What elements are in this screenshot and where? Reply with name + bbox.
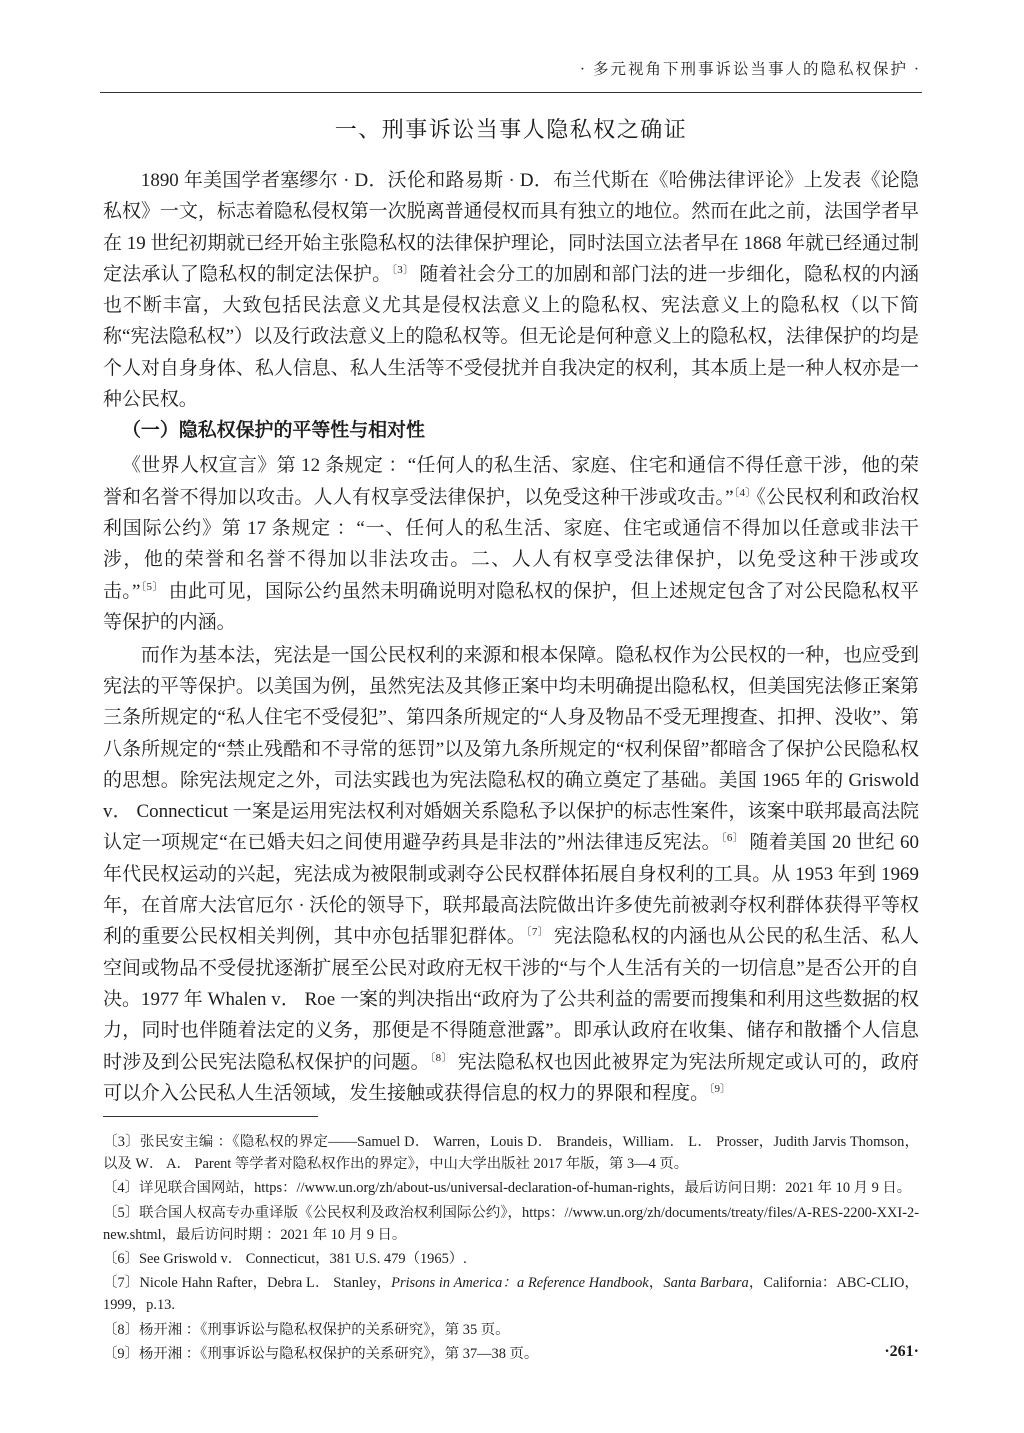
footnote-mark: 〔9〕 [103, 1345, 139, 1362]
header-rule [100, 92, 922, 93]
footnote-ref-4: 〔4〕 [733, 486, 757, 499]
paragraph-text: 《公民权利和政治权利国际公约》第 17 条规定 ：“一、任何人的私生活、家庭、住宅或通信不得加以任意或非法干涉，他的荣誉和名誉不得加以非法攻击。二、人人有权享受法律保护，以免受这种干涉或攻击。” [103, 486, 920, 602]
footnote-book-title: Prisons in America：a Reference Handbook [391, 1275, 649, 1292]
footnote-ref-5: 〔5〕 [140, 580, 164, 593]
paragraph-2 [103, 450, 919, 638]
paragraph-text: 随着美国 20 世纪 60 年代民权运动的兴起，宪法成为被限制或剥夺公民权群体拓展自身权利的工具。从 1953 年到 1969 年，在首席大法官厄尔 · 沃伦的领导下，联邦最高法院做出许多使先前被剥夺权利群体获得平等权利的重要公民权相关判例，其中亦包括罪犯群体。 [103, 832, 919, 948]
footnote-mark: 〔3〕 [103, 1134, 140, 1151]
footnote-7 [103, 1272, 919, 1316]
footnote-ref-3: 〔3〕 [391, 263, 415, 276]
footnote-8 [103, 1319, 919, 1341]
paragraph-3 [103, 640, 919, 1109]
footnote-rule [103, 1116, 318, 1117]
footnote-text: 联合国人权高专办重译版《公民权利及政治权利国际公约》，https：//www.un.org/zh/documents/treaty/files/A-RES-2200-XXI-2-new.shtml，最后访问时期 ：2021 年 10 月 9 日。 [103, 1204, 919, 1243]
paragraph-text: 而作为基本法，宪法是一国公民权利的来源和根本保障。隐私权作为公民权的一种，也应受到宪法的平等保护。以美国为例，虽然宪法及其修正案中均未明确提出隐私权，但美国宪法修正案第三条所规定的“私人住宅不受侵犯”、第四条所规定的“人身及物品不受无理搜查、扣押、没收”、第八条所规定的“禁止残酷和不寻常的惩罚”以及第九条所规定的“权利保留”都暗含了保护公民隐私权的思想。除宪法规定之外，司法实践也为宪法隐私权的确立奠定了基础。美国 1965 年的 Griswold v． Connecticut 一案是运用宪法权利对婚姻关系隐私予以保护的标志性案件，该案中联邦最高法院认定一项规定“在已婚夫妇之间使用避孕药具是非法的”州法律违反宪法。 [103, 644, 919, 854]
footnote-text: ， [648, 1275, 664, 1292]
footnote-ref-9: 〔9〕 [709, 1082, 732, 1095]
footnote-mark: 〔6〕 [103, 1250, 139, 1267]
footnote-text: ，California：ABC-CLIO，1999，p.13. [103, 1275, 919, 1314]
paragraph-text: 1890 年美国学者塞缪尔 · D．沃伦和路易斯 · D．布兰代斯在《哈佛法律评论》上发表《论隐私权》一文，标志着隐私侵权第一次脱离普通侵权而具有独立的地位。然而在此之前，法国学者早在 19 世纪初期就已经开始主张隐私权的法律保护理论，同时法国立法者早在 1868 年就已经通过制定法承认了隐私权的制定法保护。 [103, 170, 919, 285]
paragraph-text: 《世界人权宣言》第 12 条规定 ：“任何人的私生活、家庭、住宅和通信不得任意干涉，他的荣誉和名誉不得加以攻击。人人有权享受法律保护，以免受这种干涉或攻击。” [103, 455, 919, 508]
section-title: 一、刑事诉讼当事人隐私权之确证 [334, 117, 688, 142]
footnote-text: 杨开湘 ：《刑事诉讼与隐私权保护的关系研究》，第 37—38 页。 [138, 1345, 539, 1362]
paragraph-text: 宪法隐私权也因此被界定为宪法所规定或认可的，政府可以介入公民私人生活领域，发生接触或获得信息的权力的界限和程度。 [103, 1051, 919, 1104]
running-header: · 多元视角下刑事诉讼当事人的隐私权保护 · [579, 61, 921, 78]
footnote-4 [103, 1177, 919, 1199]
paragraph-text: 宪法隐私权的内涵也从公民的私生活、私人空间或物品不受侵扰逐渐扩展至公民对政府无权干涉的“与个人生活有关的一切信息”是否公开的自决。1977 年 Whalen v． Roe 一案的判决指出“政府为了公共利益的需要而搜集和利用这些数据的权力，同时也伴随着法定的义务，那便是不得随意泄露”。即承认政府在收集、储存和散播个人信息时涉及到公民宪法隐私权保护的问题。 [103, 926, 919, 1073]
footnote-ref-7: 〔7〕 [526, 926, 549, 939]
footnote-mark: 〔8〕 [103, 1321, 139, 1338]
paragraph-text: 由此可见，国际公约虽然未明确说明对隐私权的保护，但上述规定包含了对公民隐私权平等保护的内涵。 [103, 580, 919, 633]
subheading: （一）隐私权保护的平等性与相对性 [121, 420, 425, 442]
footnote-6 [103, 1248, 919, 1270]
footnote-ref-8: 〔8〕 [429, 1051, 453, 1064]
footnote-place: Santa Barbara [663, 1275, 749, 1292]
footnote-5 [103, 1202, 919, 1246]
footnote-text: See Griswold v． Connecticut，381 U.S. 479（1965）. [138, 1250, 467, 1267]
footnote-text: 杨开湘 ：《刑事诉讼与隐私权保护的关系研究》，第 35 页。 [138, 1321, 510, 1338]
footnote-text: 张民安主编 ：《隐私权的界定——Samuel D． Warren，Louis D． Brandeis，William． L． Prosser，Judith Jarvis Thomson，以及 W． A． Parent 等学者对隐私权作出的界定》，中山大学出版社 2017 年版，第 3—4 页。 [103, 1134, 919, 1173]
footnote-3 [103, 1131, 919, 1175]
footnote-mark: 〔5〕 [103, 1204, 140, 1221]
footnote-ref-6: 〔6〕 [720, 832, 745, 845]
footnote-mark: 〔4〕 [103, 1180, 139, 1197]
page-content [103, 112, 919, 1367]
footnote-9 [103, 1343, 919, 1365]
footnotes [103, 1131, 919, 1365]
footnote-mark: 〔7〕 [103, 1275, 140, 1292]
footnote-text: Nicole Hahn Rafter，Debra L． Stanley， [139, 1275, 392, 1292]
paragraph-1 [103, 165, 919, 415]
footnote-text: 详见联合国网站，https：//www.un.org/zh/about-us/universal-declaration-of-human-rights，最后访问日期：2021 年 10 月 9 日。 [138, 1180, 912, 1197]
page-number: ·261· [884, 1343, 919, 1360]
paragraph-text: 随着社会分工的加剧和部门法的进一步细化，隐私权的内涵也不断丰富，大致包括民法意义尤其是侵权法意义上的隐私权、宪法意义上的隐私权（以下简称“宪法隐私权”）以及行政法意义上的隐私权等。但无论是何种意义上的隐私权，法律保护的均是个人对自身身体、私人信息、私人生活等不受侵扰并自我决定的权利，其本质上是一种人权亦是一种公民权。 [103, 263, 919, 411]
